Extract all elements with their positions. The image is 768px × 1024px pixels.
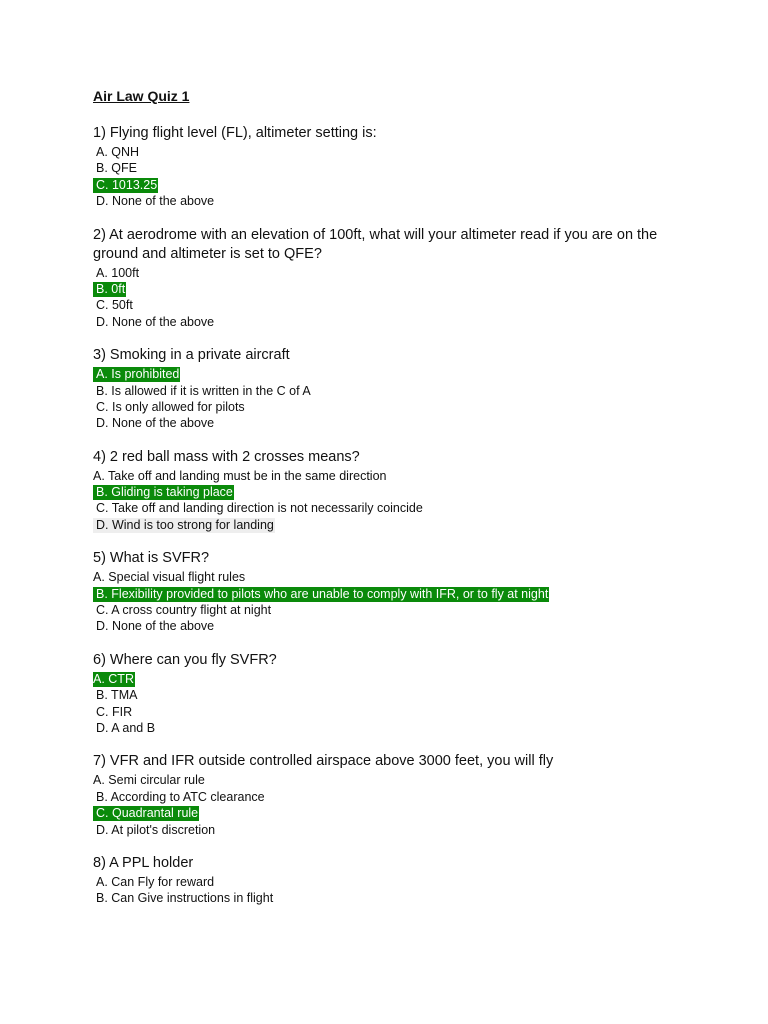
question-text: 2) At aerodrome with an elevation of 100ft, what will your altimeter read if you are on the ground and altimeter is set to QFE? (93, 226, 658, 262)
answer-option (93, 772, 768, 788)
answer-option (93, 193, 768, 209)
answer-options (93, 874, 768, 907)
answer-option-text: C. Take off and landing direction is not necessarily coincide (96, 501, 423, 516)
question-3 (93, 346, 768, 432)
answer-option-correct (93, 671, 768, 687)
question-8 (93, 854, 768, 907)
question-text: 8) A PPL holder (93, 854, 194, 871)
correct-answer-highlight: B. Gliding is taking place (93, 485, 234, 500)
answer-option-text: A. Special visual flight rules (93, 570, 246, 585)
answer-option (93, 314, 768, 330)
question-text: 5) What is SVFR? (93, 550, 210, 567)
answer-option (93, 500, 768, 516)
answer-option-text: C. 50ft (96, 298, 133, 313)
question-1 (93, 124, 768, 210)
answer-options (93, 671, 768, 737)
answer-option (93, 468, 768, 484)
answer-option (93, 789, 768, 805)
answer-option (93, 874, 768, 890)
answer-option-correct (93, 366, 768, 382)
answer-option (93, 399, 768, 415)
correct-answer-highlight: C. Quadrantal rule (93, 806, 199, 821)
answer-option (93, 687, 768, 703)
answer-options (93, 468, 768, 534)
question-text: 6) Where can you fly SVFR? (93, 651, 277, 668)
answer-options (93, 569, 768, 635)
answer-option (93, 265, 768, 281)
answer-option (93, 890, 768, 906)
answer-option (93, 144, 768, 160)
answer-option-text: D. None of the above (96, 416, 215, 431)
answer-option-text: B. Can Give instructions in flight (96, 891, 274, 906)
answer-option-text: A. Semi circular rule (93, 773, 205, 788)
answer-option-correct (93, 805, 768, 821)
answer-options (93, 366, 768, 432)
question-2 (93, 226, 768, 331)
correct-answer-highlight: B. 0ft (93, 282, 126, 297)
answer-option (93, 569, 768, 585)
answer-option-text: A. Can Fly for reward (96, 874, 215, 889)
answer-option (93, 602, 768, 618)
answer-option (93, 160, 768, 176)
answer-options (93, 772, 768, 838)
answer-option-text: D. A and B (96, 720, 156, 735)
answer-option (93, 822, 768, 838)
answer-option-text: B. TMA (96, 688, 138, 703)
answer-option-text: D. None of the above (96, 194, 215, 209)
question-text: 7) VFR and IFR outside controlled airspace above 3000 feet, you will fly (93, 753, 554, 770)
correct-answer-highlight: A. CTR (93, 671, 134, 686)
answer-option (93, 720, 768, 736)
question-text: 3) Smoking in a private aircraft (93, 347, 290, 364)
correct-answer-highlight: C. 1013.25 (93, 178, 158, 193)
answer-option (93, 415, 768, 431)
answer-option-text: C. FIR (96, 704, 133, 719)
question-text: 1) Flying flight level (FL), altimeter setting is: (93, 125, 377, 141)
answer-option-text: D. Wind is too strong for landing (93, 518, 275, 533)
answer-option-correct (93, 586, 768, 602)
answer-option-text: C. A cross country flight at night (96, 603, 272, 618)
answer-option (93, 383, 768, 399)
answer-option-text: D. None of the above (96, 619, 215, 634)
quiz-questions (93, 124, 768, 907)
answer-option-text: B. Is allowed if it is written in the C of A (96, 383, 311, 398)
answer-option (93, 517, 768, 533)
answer-option-correct (93, 177, 768, 193)
answer-option (93, 618, 768, 634)
answer-option (93, 297, 768, 313)
question-5 (93, 549, 768, 635)
answer-option-text: D. At pilot's discretion (96, 822, 216, 837)
answer-option-text: D. None of the above (96, 314, 215, 329)
answer-options (93, 144, 768, 210)
question-text: 4) 2 red ball mass with 2 crosses means? (93, 448, 360, 465)
question-7 (93, 752, 768, 838)
answer-option-correct (93, 484, 768, 500)
correct-answer-highlight: B. Flexibility provided to pilots who are unable to comply with IFR, or to fly at night (93, 587, 549, 602)
answer-option-correct (93, 281, 768, 297)
answer-option-text: A. QNH (96, 145, 140, 159)
question-4 (93, 448, 768, 534)
correct-answer-highlight: A. Is prohibited (93, 367, 180, 382)
answer-option-text: B. According to ATC clearance (96, 789, 265, 804)
answer-option-text: A. 100ft (96, 265, 140, 280)
answer-option-text: A. Take off and landing must be in the same direction (93, 468, 387, 483)
answer-option-text: C. Is only allowed for pilots (96, 399, 245, 414)
answer-option (93, 704, 768, 720)
answer-option-text: B. QFE (96, 161, 137, 176)
document-title: Air Law Quiz 1 (93, 88, 190, 104)
answer-options (93, 265, 768, 331)
question-6 (93, 651, 768, 737)
